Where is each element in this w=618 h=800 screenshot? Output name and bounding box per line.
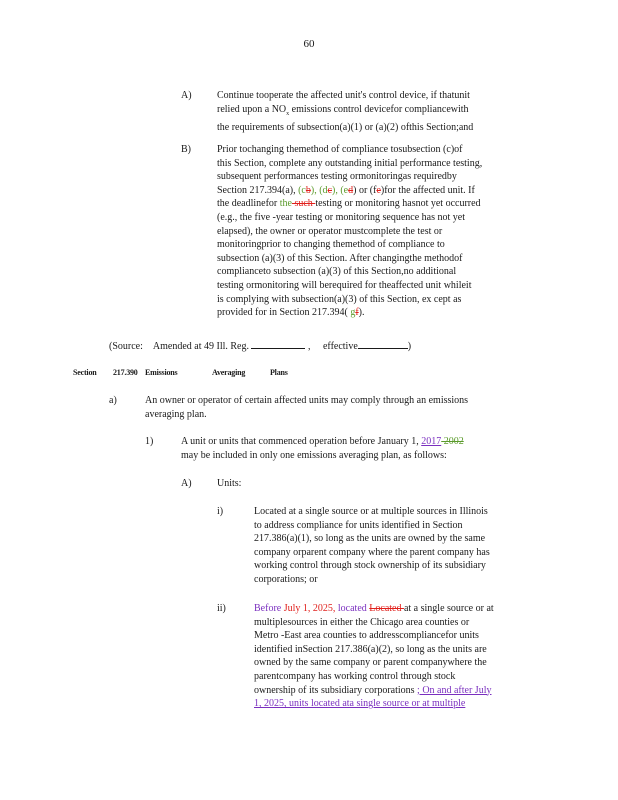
section-heading-word: Section <box>73 368 97 377</box>
item-B-line: (e.g., the five -year testing or monitoring sequence has not yet <box>217 211 465 223</box>
item-1-line: may be included in only one emissions averaging plan, as follows: <box>181 449 447 461</box>
item-ii-line <box>254 602 538 616</box>
effective-blank <box>358 339 408 349</box>
item-a-line: averaging plan. <box>145 408 207 420</box>
inserted-text: ), (d <box>310 184 328 196</box>
item-A-line-2 <box>217 103 518 122</box>
section-title-word: Plans <box>270 368 288 377</box>
deleted-text: 2002 <box>441 436 464 447</box>
text-run: ) or (f <box>353 184 377 196</box>
item-B-line: subsequent performances testing ormonitoringas requiredby <box>217 171 457 183</box>
source-close: ) <box>407 341 412 352</box>
deleted-text: c <box>327 184 332 196</box>
item-units-label: A) <box>181 478 192 489</box>
inserted-text: located <box>335 603 370 614</box>
inserted-text: 1, 2025, units located ata single source or at multiple <box>254 698 466 710</box>
item-i-line: working control through stock ownership of its subsidiary <box>254 560 486 572</box>
inserted-text: g <box>350 307 356 319</box>
item-B-line: this Section, complete any outstanding initial performance testing, <box>217 157 483 169</box>
item-ii-line: identified inSection 217.386(a)(2), so long as the units are <box>254 643 487 655</box>
text-run: the deadlinefor <box>217 198 280 210</box>
item-B-text <box>217 143 530 320</box>
nox-text: relied upon a NO <box>217 103 287 115</box>
item-ii-label: ii) <box>217 603 226 614</box>
section-title-word: Averaging <box>212 368 246 377</box>
text-run: ). <box>358 307 365 319</box>
item-B-line <box>217 306 530 320</box>
text-run: at a single source or at <box>403 603 494 614</box>
item-i-label: i) <box>217 506 224 517</box>
item-1-text <box>181 435 521 462</box>
item-B-line: monitoringprior to changing themethod of compliance to <box>217 239 445 251</box>
reg-blank <box>251 339 305 349</box>
text-run: )for the affected unit. If <box>380 184 475 196</box>
inserted-text: ; On and after July <box>417 684 492 696</box>
item-A-line-3: the requirements of subsection(a)(1) or (a)(2) ofthis Section;and <box>217 122 474 134</box>
deleted-text: b <box>305 184 311 196</box>
deleted-text: d <box>348 184 354 196</box>
item-ii-line: Metro -East area counties to addresscompliancefor units <box>254 630 479 642</box>
item-B-line: is complying with subsection(a)(3) of this Section, ex cept as <box>217 293 462 305</box>
item-i-line: company orparent company where the parent company has <box>254 546 490 558</box>
item-units-text: Units: <box>217 478 242 489</box>
page-number: 60 <box>303 38 315 50</box>
source-effective: effective <box>322 341 358 352</box>
source-label: (Source: <box>109 341 143 352</box>
inserted-date: July 1, 2025, <box>283 603 336 614</box>
item-B-line <box>217 197 530 211</box>
section-title-word: Emissions <box>145 368 178 377</box>
deleted-text: Located <box>369 603 404 614</box>
deleted-text: such <box>291 198 316 210</box>
item-i-line: corporations; or <box>254 573 318 585</box>
inserted-text: the <box>279 198 292 210</box>
item-B-line: testing ormonitoring will berequired for theaffected unit whileit <box>217 279 472 291</box>
item-ii-line: multiplesources in either the Chicago area counties or <box>254 616 470 628</box>
text-run: ownership of its subsidiary corporations <box>254 684 418 696</box>
item-a-label: a) <box>109 395 117 406</box>
text-run: testing or monitoring hasnot yet occurred <box>315 198 481 210</box>
item-ii-line <box>254 684 538 698</box>
item-ii-line: parentcompany has working control through stock <box>254 670 456 682</box>
source-amended: Amended at 49 Ill. Reg. <box>152 341 249 352</box>
source-comma: , <box>307 341 311 352</box>
item-B-line: elapsed), the owner or operator mustcomplete the test or <box>217 225 443 237</box>
item-a-line: An owner or operator of certain affected units may comply through an emissions <box>145 395 469 406</box>
item-i-line: to address compliance for units identified in Section <box>254 519 463 531</box>
item-A-line-1: Continue tooperate the affected unit's control device, if thatunit <box>217 90 470 101</box>
item-i-line: 217.386(a)(1), so long as the units are owned by the same <box>254 533 486 545</box>
item-A-text <box>217 89 518 135</box>
item-B-line: subsection (a)(3) of this Section. After changingthe methodof <box>217 252 463 264</box>
item-B-line <box>217 184 530 198</box>
text-run: Section 217.394(a), <box>217 184 299 196</box>
text-run: provided for in Section 217.394( <box>217 307 351 319</box>
item-a-text <box>145 394 528 421</box>
item-B-label: B) <box>181 144 191 155</box>
item-B-line: Prior tochanging themethod of compliance tosubsection (c)of <box>217 144 463 155</box>
item-ii-line <box>254 697 538 711</box>
item-1-label: 1) <box>145 436 154 447</box>
section-number: 217.390 <box>113 368 138 377</box>
deleted-text: e <box>376 184 381 196</box>
item-B-line: complianceto subsection (a)(3) of this Section,no additional <box>217 266 457 278</box>
item-ii-line: owned by the same company or parent companywhere the <box>254 657 487 669</box>
nox-subscript: x <box>286 110 290 117</box>
item-ii-text <box>254 602 538 711</box>
deleted-text: f <box>355 307 359 319</box>
inserted-text: 2017 <box>421 436 442 447</box>
text-run: A unit or units that commenced operation before January 1, <box>181 436 422 447</box>
source-note <box>109 339 411 354</box>
item-1-line <box>181 435 521 449</box>
item-i-line: Located at a single source or at multiple sources in Illinois <box>254 506 488 517</box>
item-A-label: A) <box>181 90 192 101</box>
inserted-text: Before <box>254 603 284 614</box>
inserted-text: ), (e <box>332 184 349 196</box>
item-i-text <box>254 505 536 587</box>
inserted-text: (c <box>298 184 306 196</box>
item-A-line-2-rest: emissions control devicefor compliancewith <box>289 103 469 115</box>
